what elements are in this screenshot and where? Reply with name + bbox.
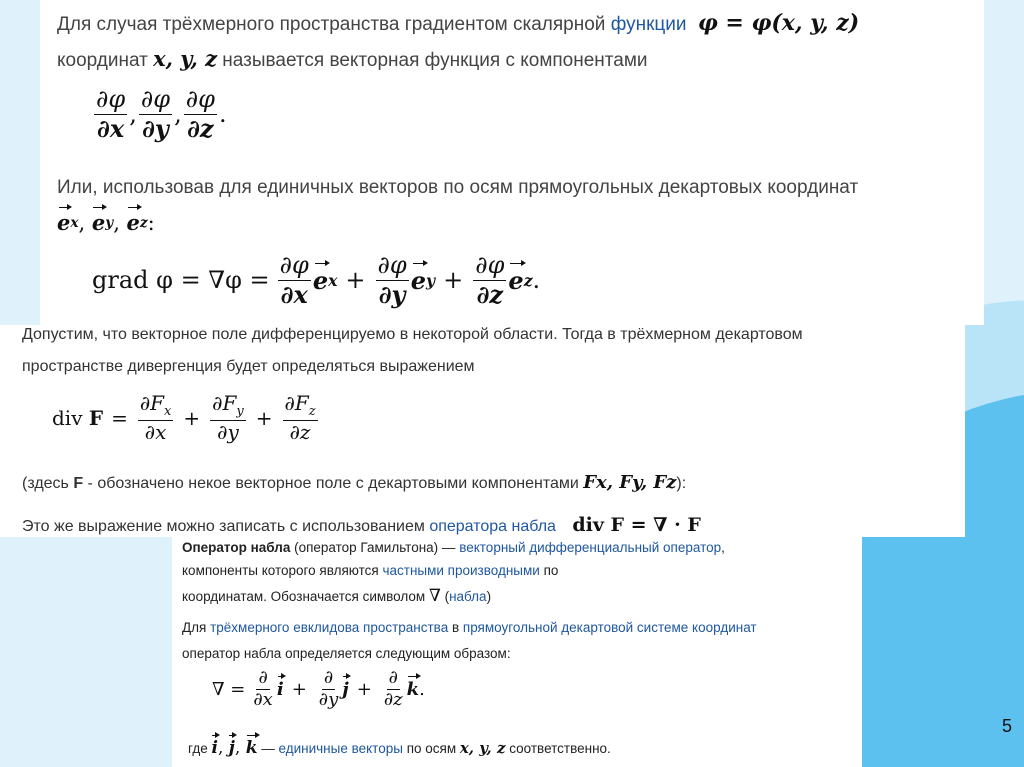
nabla-link[interactable]: набла bbox=[449, 589, 487, 604]
unit-vectors: e x , e y , e z : bbox=[57, 210, 155, 235]
nabla-line-6: где i, j, k — единичные векторы по осям x, y, z соответственно. bbox=[188, 738, 611, 758]
nabla-line-4: Для трёхмерного евклидова пространства в прямоугольной декартовой системе координат bbox=[182, 620, 757, 635]
euclidean-space-link[interactable]: трёхмерного евклидова пространства bbox=[210, 620, 449, 635]
text: координат bbox=[57, 50, 154, 71]
gradient-line-3 bbox=[57, 177, 858, 199]
divergence-line-2 bbox=[22, 358, 475, 376]
fraction: $\frac{\partial}{\partial x}$ bbox=[253, 667, 273, 710]
function-link[interactable]: функции bbox=[610, 14, 687, 35]
nabla-line-2: компоненты которого являются частными производными по bbox=[182, 563, 559, 578]
fraction: $\frac{\partial\varphi}{\partial z}$ bbox=[185, 85, 215, 143]
field-var: F bbox=[88, 405, 104, 430]
partial-derivatives-link[interactable]: частными производными bbox=[382, 563, 540, 578]
divergence-note: (здесь F - обозначено некое векторное поле с декартовыми компонентами Fx, Fy, Fz): bbox=[22, 472, 687, 493]
fraction: $\frac{\partial F_x}{\partial x}$ bbox=[139, 391, 172, 444]
text: выражением bbox=[379, 358, 475, 375]
gradient-lhs: grad φ = ∇φ = bbox=[92, 266, 270, 295]
cartesian-system-link[interactable]: прямоугольной декартовой системе координат bbox=[462, 620, 757, 635]
coordinates-math: x, y, z bbox=[153, 46, 218, 71]
divergence-formula: div F = $\frac{\partial F_x}{\partial x}$ + $\frac{\partial F_y}{\partial y}$ + $\frac{\partial F_z}{\partial z}$ bbox=[52, 391, 316, 444]
text: Допустим, что векторное поле дифференцируемо в некоторой области. Тогда в трёхмерном декартовом bbox=[22, 326, 803, 343]
fraction: $\frac{\partial\varphi}{\partial x}$ bbox=[279, 251, 309, 309]
fraction: $\frac{\partial}{\partial y}$ bbox=[318, 667, 339, 710]
divergence-line-1 bbox=[22, 326, 803, 344]
text: пространстве дивергенция будет определяться bbox=[22, 358, 380, 375]
fraction: $\frac{\partial\varphi}{\partial y}$ bbox=[140, 85, 171, 143]
phi-definition: φ = φ(x, y, z) bbox=[697, 10, 860, 36]
partials-formula: $\frac{\partial\varphi}{\partial x}$ , $\frac{\partial\varphi}{\partial y}$ , $\frac{\partial\varphi}{\partial z}$ . bbox=[96, 85, 227, 143]
page-number: 5 bbox=[1001, 716, 1012, 736]
gradient-line-1 bbox=[57, 10, 859, 36]
div-nabla-formula: div F = ∇ · F bbox=[572, 514, 701, 536]
fraction: $\frac{\partial F_y}{\partial y}$ bbox=[212, 391, 244, 444]
nabla-operator-link[interactable]: оператора набла bbox=[429, 518, 556, 535]
text: Или, использовав для единичных векторов по осям прямоугольных декартовых координат bbox=[57, 177, 859, 198]
text: Для случая трёхмерного пространства градиентом скалярной bbox=[57, 14, 611, 35]
gradient-formula: grad φ = ∇φ = $\frac{\partial\varphi}{\partial x}$ e x + $\frac{\partial\varphi}{\partial y}$ e y + $\frac{\partial\varphi}{\partial z}$ e z . bbox=[92, 251, 541, 309]
div-word: div bbox=[52, 405, 83, 430]
unit-vectors-link[interactable]: единичные векторы bbox=[278, 741, 403, 756]
nabla-symbol: ∇ bbox=[428, 586, 441, 606]
nabla-line-3: координатам. Обозначается символом ∇ (набла) bbox=[182, 586, 492, 606]
fraction: $\frac{\partial F_z}{\partial z}$ bbox=[284, 391, 316, 444]
fraction: $\frac{\partial\varphi}{\partial z}$ bbox=[475, 251, 505, 309]
gradient-line-2 bbox=[57, 46, 648, 72]
divergence-line-4: Это же выражение можно записать с использованием оператора набла div F = ∇ · F bbox=[22, 514, 701, 536]
fraction: $\frac{\partial\varphi}{\partial y}$ bbox=[377, 251, 407, 309]
nabla-formula: ∇ = $\frac{\partial}{\partial x}$ i + $\frac{\partial}{\partial y}$ j + $\frac{\partial}{\partial z}$ k . bbox=[212, 667, 425, 710]
fraction: $\frac{\partial\varphi}{\partial x}$ bbox=[96, 85, 126, 143]
nabla-line-1: Оператор набла (оператор Гамильтона) — векторный дифференциальный оператор, bbox=[182, 540, 725, 555]
vector-operator-link[interactable]: векторный дифференциальный оператор bbox=[459, 540, 722, 555]
text: называется векторная функция с компонентами bbox=[217, 50, 648, 71]
nabla-line-5: оператор набла определяется следующим образом: bbox=[182, 646, 511, 661]
fraction: $\frac{\partial}{\partial z}$ bbox=[383, 667, 403, 710]
